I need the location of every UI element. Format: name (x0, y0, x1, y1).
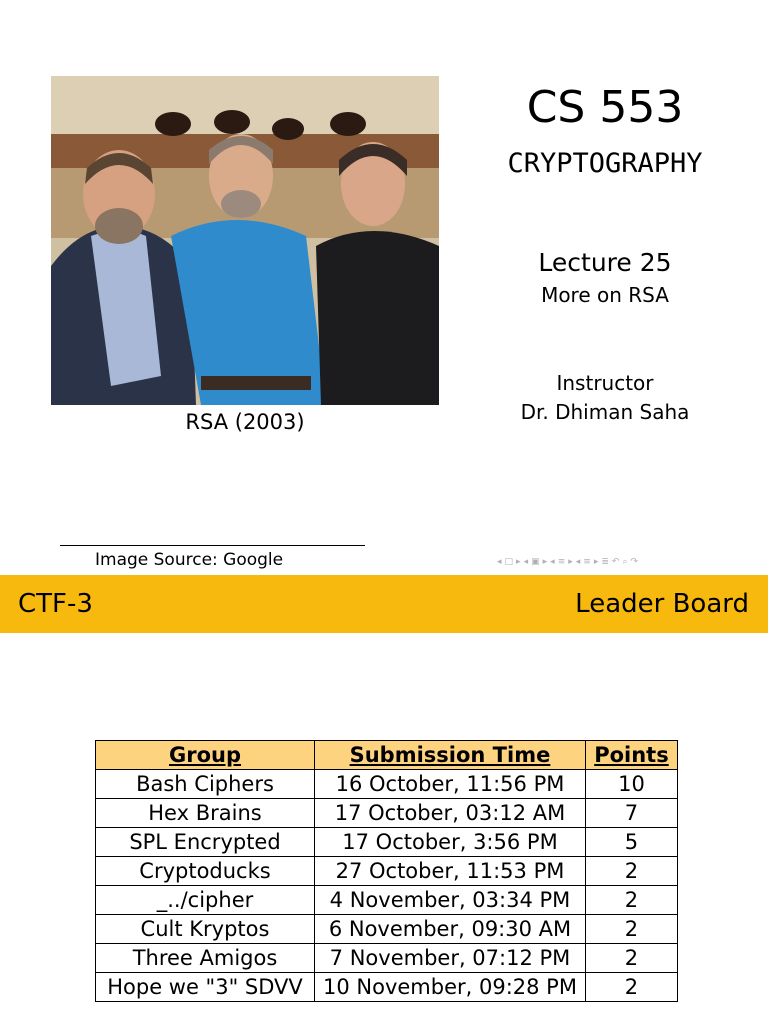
lecture-topic: More on RSA (541, 283, 669, 307)
points-cell: 2 (585, 886, 677, 915)
beamer-navigation (497, 557, 638, 567)
triangle-right-icon[interactable]: ▸ (516, 557, 521, 567)
time-cell: 4 November, 03:34 PM (315, 886, 586, 915)
table-row (96, 770, 678, 799)
time-cell: 17 October, 3:56 PM (315, 828, 586, 857)
table-row (96, 944, 678, 973)
group-cell: Cult Kryptos (96, 915, 315, 944)
header-submission-time: Submission Time (315, 741, 586, 770)
triangle-right-icon[interactable]: ▸ (542, 557, 548, 567)
time-cell: 17 October, 03:12 AM (315, 799, 586, 828)
table-row (96, 799, 678, 828)
points-cell: 2 (585, 944, 677, 973)
footnote: Image Source: Google (95, 550, 284, 570)
time-cell: 6 November, 09:30 AM (315, 915, 586, 944)
slides-icon[interactable]: ▣ (531, 557, 540, 567)
time-cell: 16 October, 11:56 PM (315, 770, 586, 799)
table-header-row (96, 741, 678, 770)
group-cell: Hope we "3" SDVV (96, 973, 315, 1002)
triangle-left-icon[interactable]: ◂ (575, 557, 581, 567)
course-code: CS 553 (526, 82, 684, 133)
instructor-name: Dr. Dhiman Saha (520, 400, 690, 424)
group-cell: Hex Brains (96, 799, 315, 828)
undo-icon[interactable]: ↶ (611, 557, 620, 567)
group-cell: Cryptoducks (96, 857, 315, 886)
frame-title: CTF-3 (18, 589, 93, 619)
frame-title-bar (0, 575, 768, 633)
header-group: Group (96, 741, 315, 770)
time-cell: 27 October, 11:53 PM (315, 857, 586, 886)
points-cell: 5 (585, 828, 677, 857)
table-row (96, 886, 678, 915)
header-points: Points (585, 741, 677, 770)
course-name: CRYPTOGRAPHY (507, 148, 703, 179)
triangle-right-icon[interactable]: ▸ (593, 557, 599, 567)
group-cell: Three Amigos (96, 944, 315, 973)
group-cell: Bash Ciphers (96, 770, 315, 799)
time-cell: 7 November, 07:12 PM (315, 944, 586, 973)
group-cell: _../cipher (96, 886, 315, 915)
subsection-icon[interactable]: ≡ (583, 557, 591, 567)
points-cell: 10 (585, 770, 677, 799)
points-cell: 2 (585, 857, 677, 886)
points-cell: 2 (585, 915, 677, 944)
lecture-number: Lecture 25 (538, 248, 672, 277)
group-cell: SPL Encrypted (96, 828, 315, 857)
photo-caption: RSA (2003) (185, 410, 305, 434)
footnote-rule (60, 545, 365, 546)
table-row (96, 915, 678, 944)
frame-subtitle: Leader Board (575, 589, 749, 619)
table-row (96, 828, 678, 857)
triangle-left-icon[interactable]: ◂ (523, 557, 529, 567)
frame-icon[interactable]: □ (504, 557, 514, 567)
points-cell: 7 (585, 799, 677, 828)
time-cell: 10 November, 09:28 PM (315, 973, 586, 1002)
align-icon[interactable]: ≣ (601, 557, 609, 567)
points-cell: 2 (585, 973, 677, 1002)
table-row (96, 857, 678, 886)
leader-board-slide (0, 575, 768, 1024)
triangle-right-icon[interactable]: ▸ (568, 557, 573, 567)
rsa-photo (51, 76, 439, 405)
rsa-photo-image (51, 76, 439, 405)
table-row (96, 973, 678, 1002)
instructor-label: Instructor (556, 371, 654, 395)
redo-icon[interactable]: ↷ (630, 557, 639, 567)
triangle-left-icon[interactable]: ◂ (550, 557, 555, 567)
triangle-left-icon[interactable]: ◂ (497, 557, 502, 567)
section-icon[interactable]: ≡ (557, 557, 566, 567)
leader-board-table (95, 740, 678, 1002)
search-icon[interactable]: ⌕ (622, 557, 628, 567)
